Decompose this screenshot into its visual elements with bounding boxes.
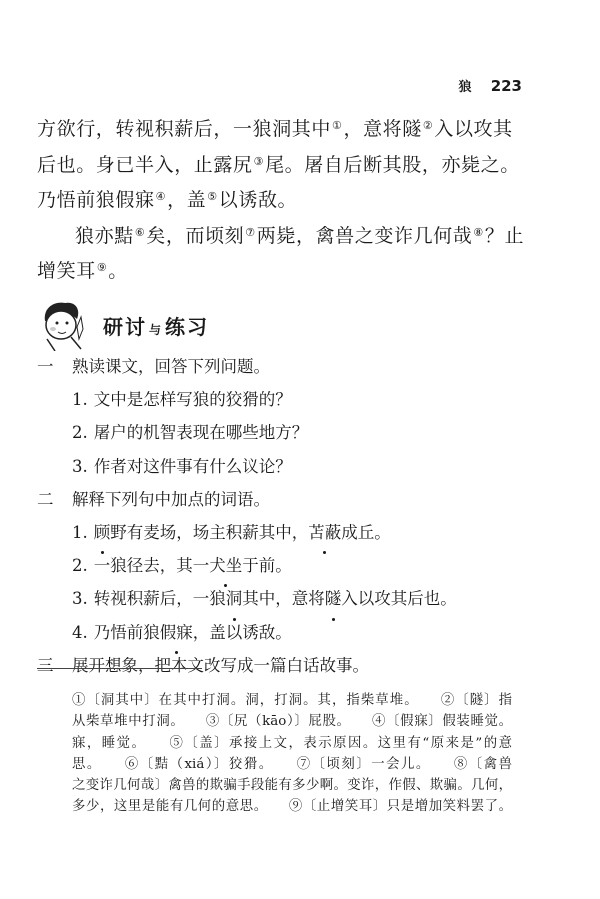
exercise-item	[37, 582, 557, 615]
text-segment: 文中是怎样写狼的狡猾的？	[93, 390, 292, 410]
exercise-title	[103, 311, 209, 340]
footnote-divider	[37, 668, 202, 669]
text-segment: 尾。屠自后断其股，亦毙之。乃悟前狼假寐	[37, 153, 520, 211]
chapter-title: 狼	[458, 80, 472, 95]
footnote-marker: ⑤	[207, 190, 218, 203]
thinking-child-icon	[37, 299, 95, 351]
item-number: 1.	[72, 523, 88, 543]
exercise-item	[37, 516, 557, 549]
text-segment: 一狼径去，其一	[93, 556, 210, 576]
footnote-marker: ①	[332, 119, 343, 132]
text-segment: 转视积薪后，一狼	[93, 589, 226, 609]
emphasized-word: 犬坐	[209, 549, 242, 582]
footnote-line: ①〔洞其中〕在其中打洞。洞，打洞。其，指柴草堆。 ②〔隧〕指	[72, 693, 512, 708]
emphasized-word: 隧	[325, 582, 342, 615]
text-segment: 狼亦黠	[75, 224, 134, 247]
section-number: 一	[37, 357, 54, 376]
text-segment: 屠户的机智表现在哪些地方？	[93, 423, 309, 443]
section-prompt: 展开想象，把本文改写成一篇白话故事。	[72, 655, 369, 675]
exercise-item	[37, 416, 557, 449]
item-number: 3.	[72, 589, 88, 609]
text-segment: 。	[108, 260, 128, 282]
item-number: 2.	[72, 556, 88, 576]
title-part: 研讨	[103, 314, 147, 339]
footnote-line: 多少，这里是能有几何的意思。 ⑨〔止增笑耳〕只是增加笑料罢了。	[72, 799, 512, 815]
footnote-line: 从柴草堆中打洞。 ③〔尻（kāo）〕屁股。 ④〔假寐〕假装睡觉。	[72, 714, 512, 730]
text-segment: 矣，而顷刻	[146, 224, 245, 247]
exercise-section	[37, 483, 557, 516]
footnote-marker: ⑨	[96, 261, 108, 274]
page-header	[458, 76, 522, 95]
text-segment: ，盖	[167, 189, 207, 211]
text-segment: ，意将隧	[343, 118, 422, 140]
footnote-marker: ⑧	[473, 225, 484, 239]
paragraph	[37, 112, 527, 219]
item-number: 2.	[72, 423, 88, 443]
section-prompt: 解释下列句中加点的词语。	[72, 489, 270, 509]
passage-text	[37, 112, 527, 290]
exercise-list	[37, 350, 557, 682]
footnote-marker: ②	[422, 119, 434, 132]
item-number: 1.	[72, 390, 88, 410]
text-segment: 以诱敌。	[218, 189, 298, 211]
text-segment: 方欲行，转视积薪后，一狼洞其中	[37, 118, 332, 140]
exercise-item	[37, 549, 557, 582]
footnote-marker: ③	[253, 154, 265, 168]
text-segment: 成丘。	[341, 523, 391, 543]
exercise-item	[37, 450, 557, 483]
footnote-line: 之变诈几何哉〕禽兽的欺骗手段能有多少啊。变诈，作假、欺骗。几何，	[72, 778, 512, 794]
page-number: 223	[490, 77, 522, 95]
section-prompt: 熟读课文，回答下列问题。	[72, 357, 270, 376]
exercise-item	[37, 383, 557, 416]
exercise-heading	[37, 300, 209, 350]
emphasized-word: 苫蔽	[308, 516, 341, 549]
footnotes	[72, 690, 512, 818]
emphasized-word: 假寐	[160, 616, 193, 649]
text-segment: 野有麦场，场主积薪其中，	[110, 523, 309, 543]
section-number: 二	[37, 489, 54, 509]
title-conjunction: 与	[149, 322, 164, 337]
text-segment: 于前。	[242, 556, 292, 576]
text-segment: 入以攻其后也。身已半入，止露尻	[37, 118, 513, 176]
text-segment: ，盖以诱敌。	[192, 622, 292, 642]
exercise-section	[37, 649, 557, 682]
exercise-section	[37, 350, 557, 383]
text-segment: 两毙，禽兽之变诈几何哉	[256, 224, 473, 247]
footnote-line: 思。 ⑥〔黠（xiá）〕狡猾。 ⑦〔顷刻〕一会儿。 ⑧〔禽兽	[72, 756, 512, 772]
exercise-item	[37, 616, 557, 649]
footnote-line: 寐，睡觉。 ⑤〔盖〕承接上文，表示原因。这里有“原来是”的意	[72, 735, 512, 751]
item-number: 4.	[72, 622, 88, 642]
item-number: 3.	[72, 456, 88, 476]
section-number: 三	[37, 655, 54, 675]
paragraph	[37, 219, 527, 290]
footnote-marker: ⑦	[245, 225, 256, 239]
footnote-marker: ⑥	[134, 225, 146, 239]
text-segment: 乃悟前狼	[93, 622, 160, 642]
emphasized-word: 洞	[226, 582, 243, 615]
emphasized-word: 顾	[94, 516, 111, 549]
text-segment: 作者对这件事有什么议论？	[93, 456, 292, 476]
text-segment: ？止增笑耳	[37, 224, 525, 282]
text-segment: 入以攻其后也。	[341, 589, 457, 609]
text-segment: 其中，意将	[242, 589, 325, 609]
title-part: 练习	[165, 314, 210, 339]
footnote-marker: ④	[155, 190, 167, 203]
